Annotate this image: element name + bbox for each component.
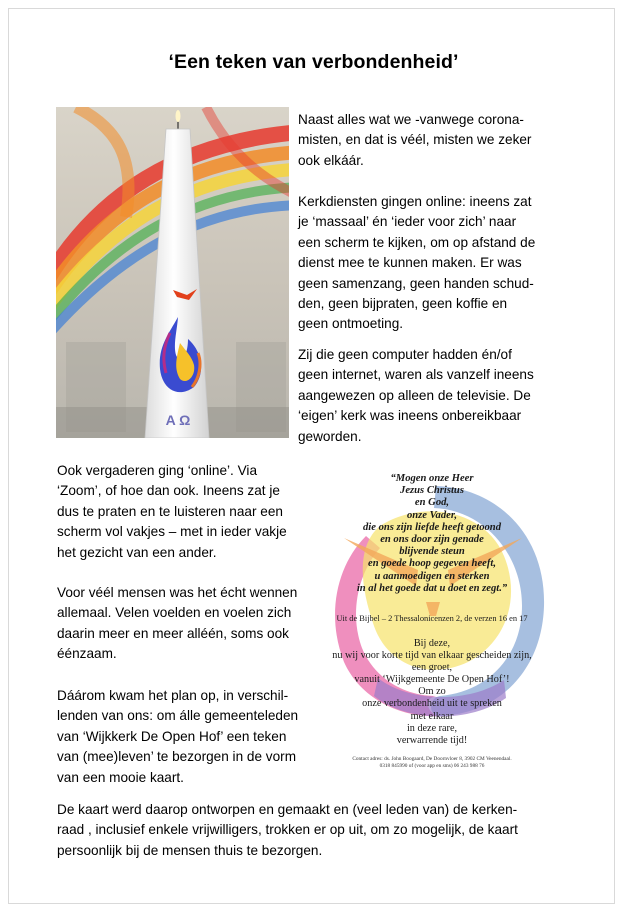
greeting-card — [308, 466, 556, 776]
card-contact: Contact adres: ds. John Boogaard, De Doornvloer 8, 3902 CM Veenendaal. 0318 845990 of (voor app en sms) 06 243 988 76 — [352, 756, 512, 769]
page-title: ‘Een teken van verbondenheid’ — [168, 51, 459, 73]
paragraph-2: Kerkdiensten gingen online: ineens zat je ‘massaal’ én ‘ieder voor zich’ naar een scherm te kijken, om op afstand de dienst mee te kunnen maken. Er was geen samenzang, geen handen schud- den, geen bijpraten, geen koffie en geen ontmoeting. — [298, 194, 536, 332]
paragraph-5: Voor véél mensen was het écht wennen allemaal. Velen voelden en voelen zich daarin meer en meer alléén, soms ook éénzaam. — [57, 585, 298, 662]
paragraph-3: Zij die geen computer hadden én/of geen internet, waren als vanzelf ineens aangewezen op alleen de televisie. De ‘eigen’ kerk was ineens onbereikbaar geworden. — [298, 347, 534, 444]
alpha-omega-label: A Ω — [165, 412, 191, 428]
card-quote: “Mogen onze Heer Jezus Christus en God, onze Vader, die ons zijn liefde heeft getoond en ons door zijn genade blijvende steun en goede hoop gegeven heeft, u aanmoedigen en sterken in al het goede dat u doet en zegt.” — [356, 473, 508, 594]
candle-photo — [56, 107, 289, 438]
paragraph-7: De kaart werd daarop ontworpen en gemaakt en (veel leden van) de kerken- raad , inclusief enkele vrijwilligers, trokken er op uit, om zo mogelijk, de kaart persoonlijk bij de mensen thuis te bezorgen. — [57, 802, 518, 858]
card-greeting: Bij deze, nu wij voor korte tijd van elkaar gescheiden zijn, een groet, vanuit ‘Wijkgemeente De Open Hof’! Om zo onze verbondenheid uit te spreken met elkaar in deze rare, verwarrende tijd! — [332, 638, 532, 746]
card-bible-reference: Uit de Bijbel – 2 Thessalonicenzen 2, de verzen 16 en 17 — [336, 614, 528, 623]
paragraph-1: Naast alles wat we -vanwege corona- misten, en dat is véél, misten we zeker ook elkáár. — [298, 112, 532, 168]
paragraph-6: Dáárom kwam het plan op, in verschil- lenden van ons: om álle gemeenteleden van ‘Wijkkerk De Open Hof’ een teken van (mee)leven’ te bezorgen in de vorm van een mooie kaart. — [57, 688, 299, 785]
paragraph-4: Ook vergaderen ging ‘online’. Via ‘Zoom’, of hoe dan ook. Ineens zat je dus te praten en te luisteren naar een scherm vol vakjes – met in ieder vakje het gezicht van een ander. — [57, 463, 287, 560]
